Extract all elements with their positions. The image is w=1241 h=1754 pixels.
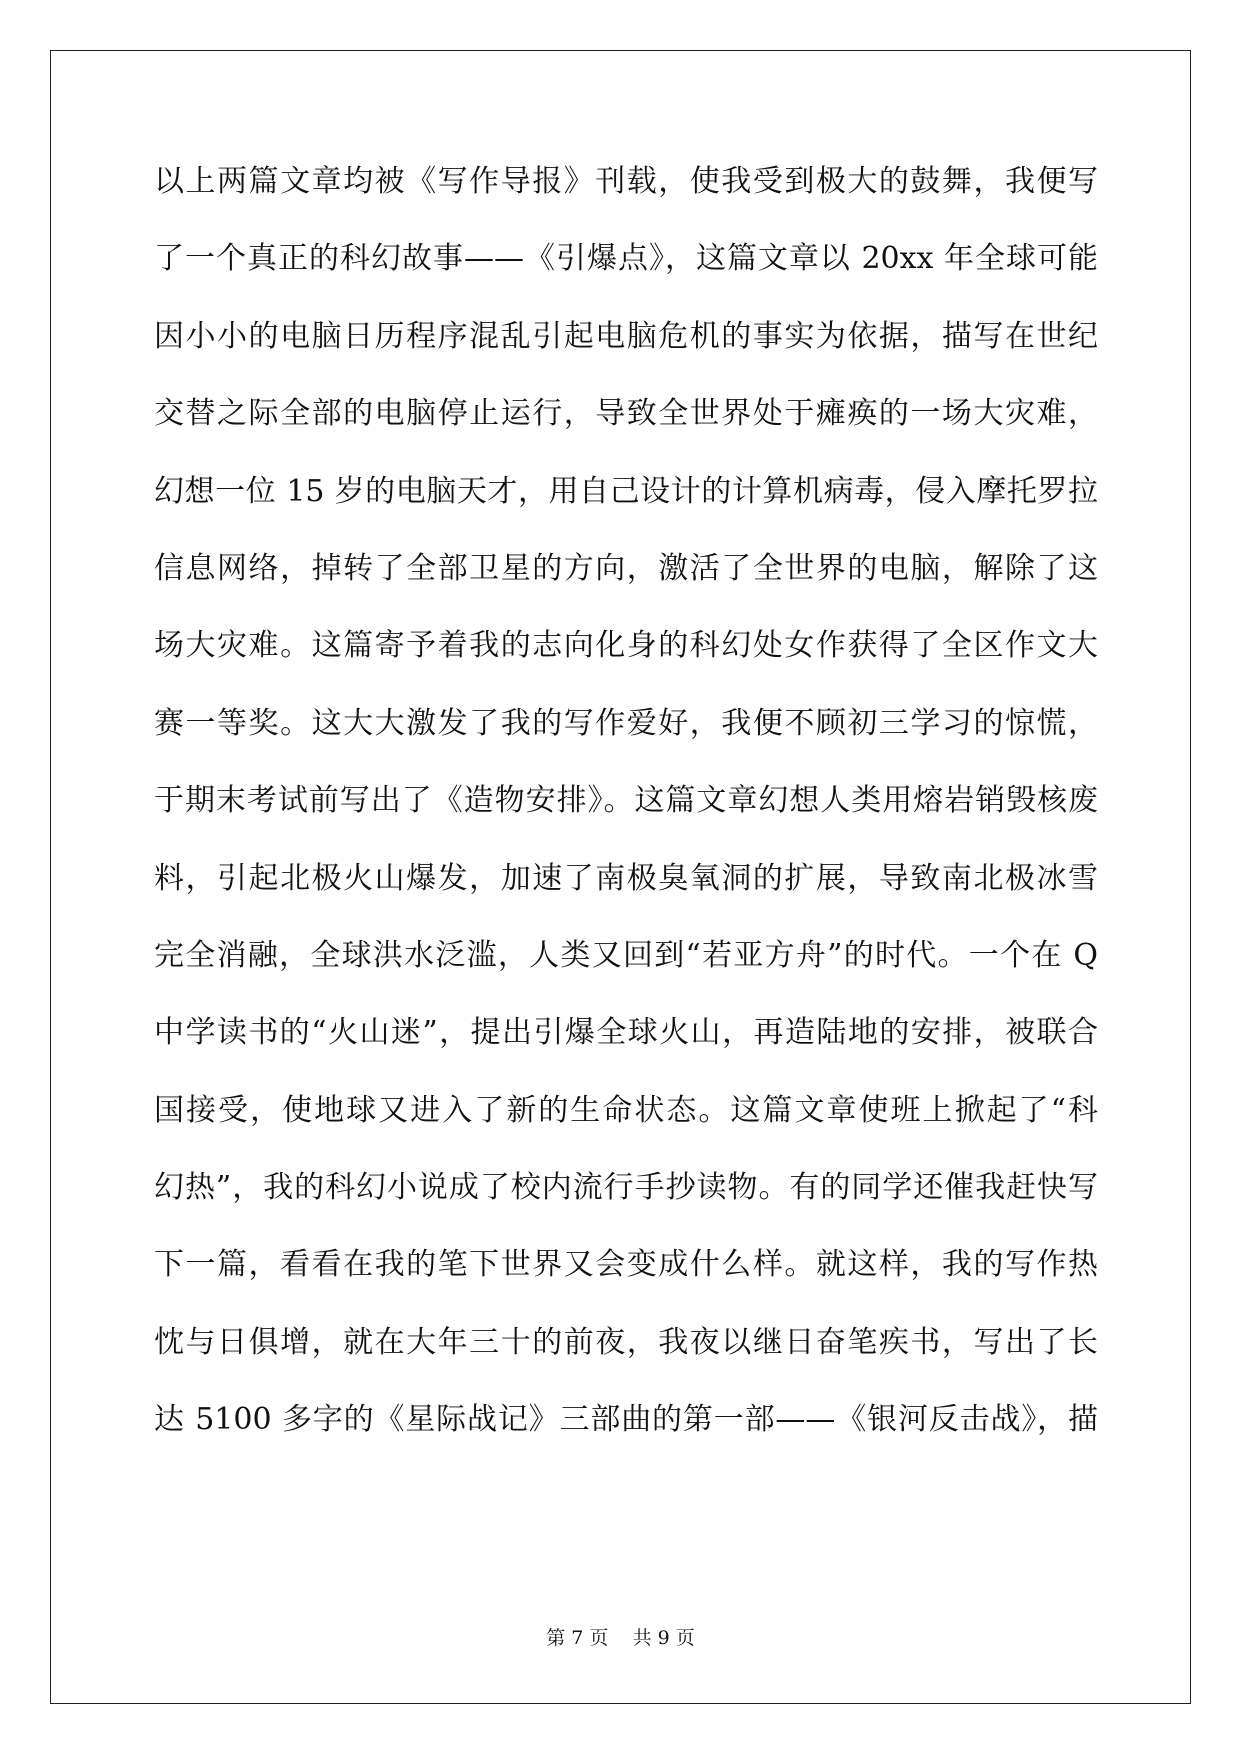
text-line: 完全消融，全球洪水泛滥，人类又回到“若亚方舟”的时代。一个在 Q <box>154 937 1098 973</box>
text-line: 因小小的电脑日历程序混乱引起电脑危机的事实为依据，描写在世纪 <box>154 318 1098 354</box>
document-body <box>154 158 1098 1474</box>
text-line: 中学读书的“火山迷”，提出引爆全球火山，再造陆地的安排，被联合 <box>154 1015 1098 1051</box>
text-line: 忱与日俱增，就在大年三十的前夜，我夜以继日奋笔疾书，写出了长 <box>154 1324 1098 1360</box>
text-line: 场大灾难。这篇寄予着我的志向化身的科幻处女作获得了全区作文大 <box>154 628 1098 664</box>
text-line: 幻热”，我的科幻小说成了校内流行手抄读物。有的同学还催我赶快写 <box>154 1170 1098 1206</box>
text-line: 交替之际全部的电脑停止运行，导致全世界处于瘫痪的一场大灾难， <box>154 396 1098 432</box>
text-line: 国接受，使地球又进入了新的生命状态。这篇文章使班上掀起了“科 <box>154 1092 1098 1128</box>
page-number-footer: 第 7 页 共 9 页 <box>546 1627 695 1649</box>
text-line: 料，引起北极火山爆发，加速了南极臭氧洞的扩展，导致南北极冰雪 <box>154 860 1098 896</box>
text-line: 幻想一位 15 岁的电脑天才，用自己设计的计算机病毒，侵入摩托罗拉 <box>154 473 1098 509</box>
text-line: 于期末考试前写出了《造物安排》。这篇文章幻想人类用熔岩销毁核废 <box>154 783 1098 819</box>
text-line: 了一个真正的科幻故事——《引爆点》，这篇文章以 20xx 年全球可能 <box>154 241 1098 277</box>
text-line: 赛一等奖。这大大激发了我的写作爱好，我便不顾初三学习的惊慌， <box>154 705 1098 741</box>
text-line: 下一篇，看看在我的笔下世界又会变成什么样。就这样，我的写作热 <box>154 1247 1098 1283</box>
text-line: 达 5100 多字的《星际战记》三部曲的第一部——《银河反击战》，描 <box>154 1402 1098 1438</box>
text-line: 信息网络，掉转了全部卫星的方向，激活了全世界的电脑，解除了这 <box>154 550 1098 586</box>
text-line: 以上两篇文章均被《写作导报》刊载，使我受到极大的鼓舞，我便写 <box>154 164 1098 199</box>
